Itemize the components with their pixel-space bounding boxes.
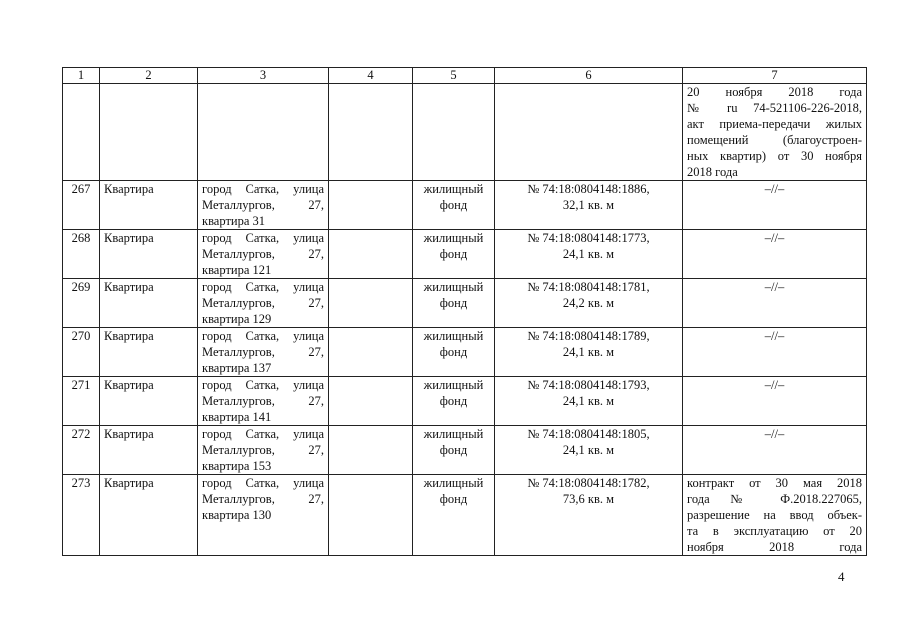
carryover-line: 2018 года — [687, 165, 738, 179]
column-header: 4 — [329, 68, 413, 84]
column-header: 6 — [495, 68, 683, 84]
row-number: 267 — [63, 181, 100, 230]
fund-line: жилищный — [423, 329, 484, 343]
column-header: 1 — [63, 68, 100, 84]
cadastral-info — [495, 328, 683, 377]
fund-line: жилищный — [423, 378, 484, 392]
fund-line: жилищный — [423, 476, 484, 490]
empty-cell — [329, 377, 413, 426]
row-number: 269 — [63, 279, 100, 328]
cadastral-line: 32,1 кв. м — [562, 198, 615, 212]
cadastral-line: 24,1 кв. м — [562, 247, 615, 261]
address-line: квартира 129 — [202, 312, 272, 326]
fund-type — [413, 426, 495, 475]
basis-ditto: –//– — [683, 230, 867, 279]
basis-document — [683, 475, 867, 556]
column-header: 5 — [413, 68, 495, 84]
address-line: Металлургов, 27, — [202, 443, 324, 457]
row-number: 273 — [63, 475, 100, 556]
cadastral-info — [495, 377, 683, 426]
basis-ditto: –//– — [683, 181, 867, 230]
object-type: Квартира — [100, 328, 198, 377]
carryover-row — [63, 84, 867, 181]
address-line: квартира 130 — [202, 508, 272, 522]
fund-line: жилищный — [423, 280, 484, 294]
object-type: Квартира — [100, 426, 198, 475]
fund-line: жилищный — [423, 427, 484, 441]
address-line: город Сатка, улица — [202, 476, 324, 490]
table-row — [63, 181, 867, 230]
fund-line: фонд — [439, 345, 468, 359]
fund-line: фонд — [439, 492, 468, 506]
basis-line: ноября 2018 года — [687, 540, 862, 554]
cadastral-line: № 74:18:0804148:1782, — [527, 476, 650, 490]
fund-type — [413, 279, 495, 328]
cadastral-line: 24,1 кв. м — [562, 345, 615, 359]
address-line: квартира 121 — [202, 263, 272, 277]
empty-cell — [329, 426, 413, 475]
row-number: 268 — [63, 230, 100, 279]
address-line: город Сатка, улица — [202, 231, 324, 245]
cadastral-info — [495, 475, 683, 556]
empty-cell — [329, 230, 413, 279]
empty-cell — [329, 181, 413, 230]
fund-type — [413, 181, 495, 230]
fund-line: фонд — [439, 296, 468, 310]
table-row — [63, 230, 867, 279]
row-number: 272 — [63, 426, 100, 475]
fund-line: жилищный — [423, 182, 484, 196]
object-address — [198, 377, 329, 426]
cadastral-line: № 74:18:0804148:1793, — [527, 378, 650, 392]
table-row — [63, 279, 867, 328]
cadastral-line: № 74:18:0804148:1789, — [527, 329, 650, 343]
address-line: город Сатка, улица — [202, 280, 324, 294]
basis-line: та в эксплуатацию от 20 — [687, 524, 862, 538]
address-line: Металлургов, 27, — [202, 198, 324, 212]
object-address — [198, 475, 329, 556]
column-number-row — [63, 68, 867, 84]
page-number: 4 — [838, 569, 845, 584]
address-line: Металлургов, 27, — [202, 247, 324, 261]
object-address — [198, 181, 329, 230]
address-line: Металлургов, 27, — [202, 394, 324, 408]
basis-ditto: –//– — [683, 328, 867, 377]
cadastral-line: № 74:18:0804148:1805, — [527, 427, 650, 441]
fund-type — [413, 328, 495, 377]
object-type: Квартира — [100, 475, 198, 556]
address-line: Металлургов, 27, — [202, 492, 324, 506]
address-line: город Сатка, улица — [202, 329, 324, 343]
basis-line: года № Ф.2018.227065, — [687, 492, 862, 506]
object-address — [198, 230, 329, 279]
carryover-basis-cell — [683, 84, 867, 181]
cadastral-line: 73,6 кв. м — [562, 492, 615, 506]
carryover-line: № ru 74-521106-226-2018, — [687, 101, 862, 115]
fund-line: фонд — [439, 443, 468, 457]
object-type: Квартира — [100, 279, 198, 328]
basis-line: контракт от 30 мая 2018 — [687, 476, 862, 490]
table-row — [63, 475, 867, 556]
cadastral-line: 24,1 кв. м — [562, 394, 615, 408]
fund-line: фонд — [439, 247, 468, 261]
basis-ditto: –//– — [683, 426, 867, 475]
carryover-line: 20 ноября 2018 года — [687, 85, 862, 99]
address-line: Металлургов, 27, — [202, 296, 324, 310]
address-line: город Сатка, улица — [202, 182, 324, 196]
empty-cell — [329, 279, 413, 328]
address-line: Металлургов, 27, — [202, 345, 324, 359]
cadastral-line: 24,1 кв. м — [562, 443, 615, 457]
object-address — [198, 328, 329, 377]
address-line: город Сатка, улица — [202, 427, 324, 441]
cadastral-info — [495, 426, 683, 475]
address-line: квартира 153 — [202, 459, 272, 473]
column-header: 3 — [198, 68, 329, 84]
cadastral-line: № 74:18:0804148:1886, — [527, 182, 650, 196]
empty-cell — [329, 328, 413, 377]
cadastral-info — [495, 230, 683, 279]
basis-line: разрешение на ввод объек- — [687, 508, 862, 522]
cadastral-line: 24,2 кв. м — [562, 296, 615, 310]
address-line: город Сатка, улица — [202, 378, 324, 392]
fund-type — [413, 230, 495, 279]
object-type: Квартира — [100, 181, 198, 230]
table-row — [63, 426, 867, 475]
cadastral-line: № 74:18:0804148:1781, — [527, 280, 650, 294]
cadastral-info — [495, 279, 683, 328]
address-line: квартира 137 — [202, 361, 272, 375]
column-header: 2 — [100, 68, 198, 84]
row-number: 270 — [63, 328, 100, 377]
object-address — [198, 426, 329, 475]
empty-cell — [329, 475, 413, 556]
carryover-line: акт приема-передачи жилых — [687, 117, 862, 131]
address-line: квартира 31 — [202, 214, 266, 228]
object-address — [198, 279, 329, 328]
basis-ditto: –//– — [683, 279, 867, 328]
fund-type — [413, 377, 495, 426]
row-number: 271 — [63, 377, 100, 426]
fund-line: жилищный — [423, 231, 484, 245]
table-row — [63, 377, 867, 426]
column-header: 7 — [683, 68, 867, 84]
address-line: квартира 141 — [202, 410, 272, 424]
table-row — [63, 328, 867, 377]
carryover-basis-text — [687, 84, 862, 180]
carryover-line: ных квартир) от 30 ноября — [687, 149, 862, 163]
property-register-table — [62, 67, 867, 556]
object-type: Квартира — [100, 230, 198, 279]
object-type: Квартира — [100, 377, 198, 426]
carryover-line: помещений (благоустроен- — [687, 133, 862, 147]
fund-type — [413, 475, 495, 556]
basis-ditto: –//– — [683, 377, 867, 426]
fund-line: фонд — [439, 394, 468, 408]
cadastral-line: № 74:18:0804148:1773, — [527, 231, 650, 245]
cadastral-info — [495, 181, 683, 230]
fund-line: фонд — [439, 198, 468, 212]
